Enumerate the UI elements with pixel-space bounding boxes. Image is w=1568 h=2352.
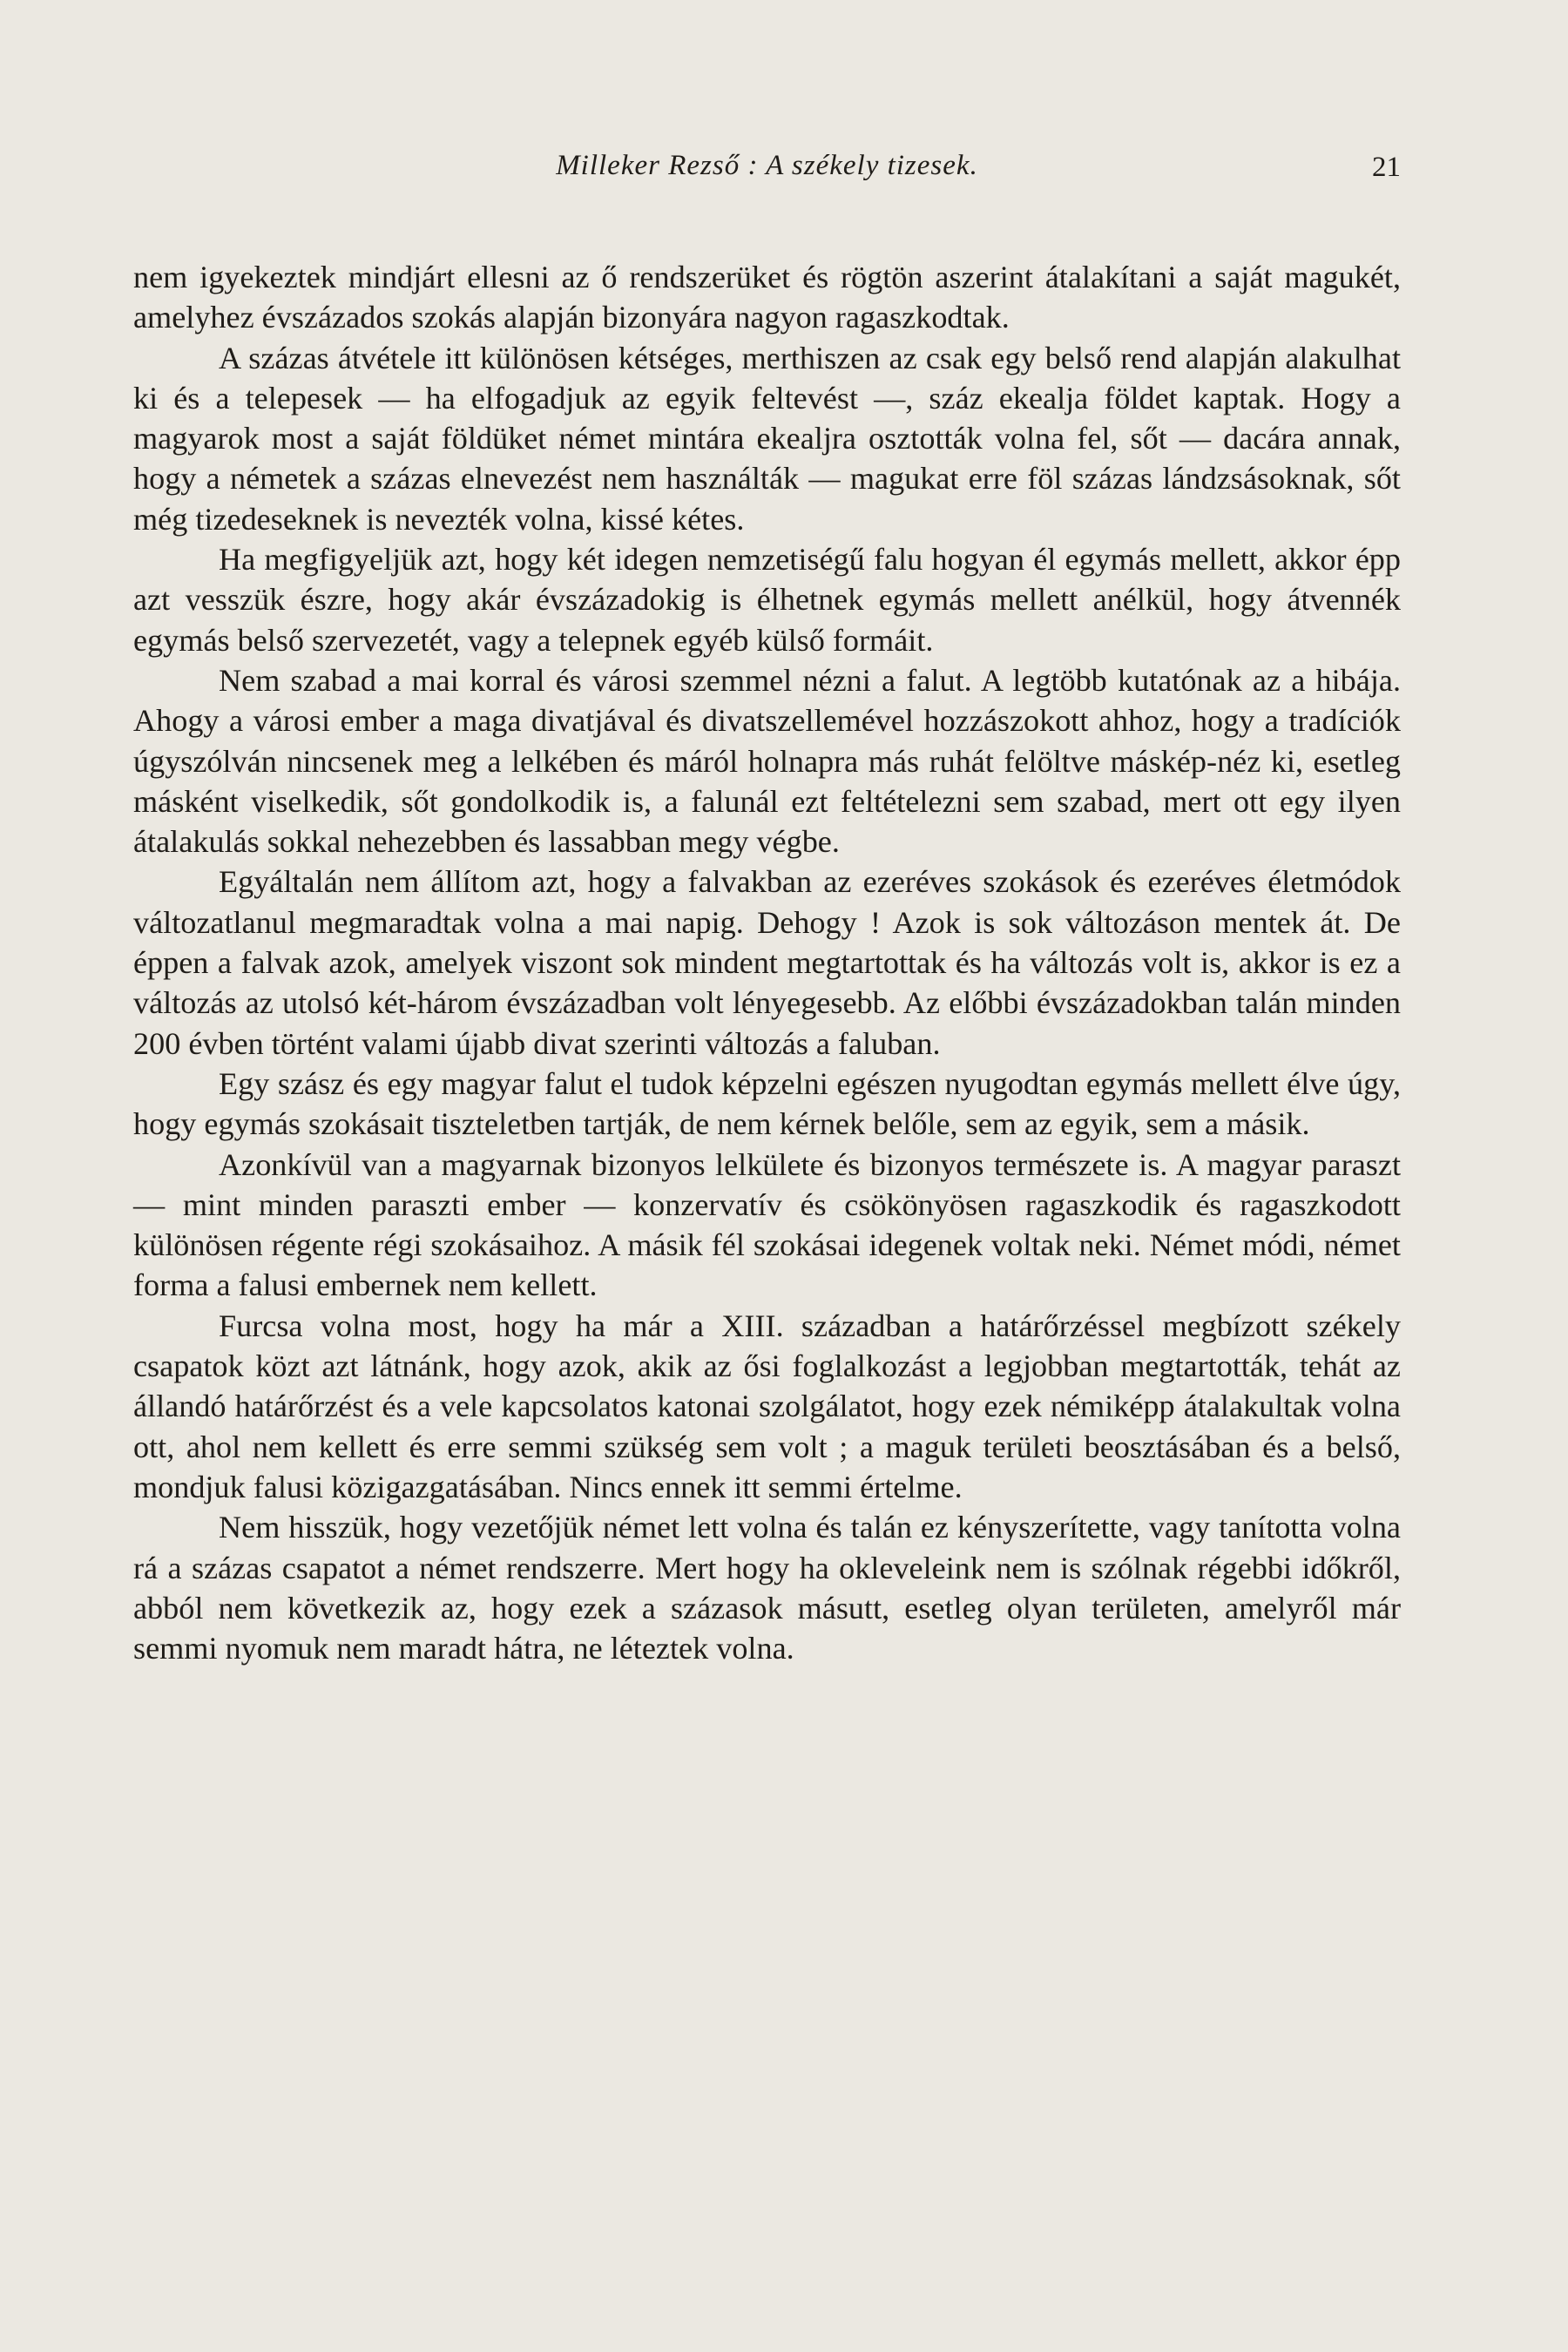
paragraph: A százas átvétele itt különösen kétséges, merthiszen az csak egy belső rend alapján alakulhat ki és a telepesek — ha elfogadjuk az egyik feltevést —, száz ekealja földet kaptak. Hogy a magyarok most a saját földüket német mintára ekealjra osztották volna fel, sőt — dacára annak, hogy a németek a százas elnevezést nem használták — magukat erre föl százas lándzsásoknak, sőt még tizedeseknek is nevezték volna, kissé kétes. — [133, 340, 1401, 537]
page-header — [133, 139, 1401, 192]
running-title: Milleker Rezső : A székely tizesek. — [556, 150, 978, 181]
page-number: 21 — [1372, 152, 1401, 183]
paragraph: nem igyekeztek mindjárt ellesni az ő rendszerüket és rögtön aszerint átalakítani a saját magukét, amelyhez évszázados szokás alapján bizonyára nagyon ragaszkodtak. — [133, 260, 1401, 335]
paragraph: Azonkívül van a magyarnak bizonyos lelkülete és bizonyos természete is. A magyar paraszt — mint minden paraszti ember — konzervatív és csökönyösen ragaszkodik és ragaszkodott különösen régente régi szokásaihoz. A másik fél szokásai idegenek voltak neki. Német módi, német forma a falusi embernek nem kellett. — [133, 1146, 1401, 1303]
paragraph: Ha megfigyeljük azt, hogy két idegen nemzetiségű falu hogyan él egymás mellett, akkor épp azt vesszük észre, hogy akár évszázadokig is élhetnek egymás mellett anélkül, hogy átvennék egymás belső szervezetét, vagy a telepnek egyéb külső formáit. — [133, 542, 1401, 658]
paragraph: Furcsa volna most, hogy ha már a XIII. században a határőrzéssel megbízott székely csapatok közt azt látnánk, hogy azok, akik az ősi foglalkozást a legjobban megtartották, tehát az állandó határőrzést és a vele kapcsolatos katonai szolgálatot, hogy ezek némiképp átalakultak volna ott, ahol nem kellett és erre semmi szükség sem volt ; a maguk területi beosztásában és a belső, mondjuk falusi közigazgatásában. Nincs ennek itt semmi értelme. — [133, 1308, 1401, 1504]
paragraph: Egyáltalán nem állítom azt, hogy a falvakban az ezeréves szokások és ezeréves életmódok változatlanul megmaradtak volna a mai napig. Dehogy ! Azok is sok változáson mentek át. De éppen a falvak azok, amelyek viszont sok mindent megtartottak és ha változás volt is, akkor is ez a változás az utolsó két-három évszázadban volt lényegesebb. Az előbbi évszázadokban talán minden 200 évben történt valami újabb divat szerinti változás a faluban. — [133, 864, 1401, 1061]
paragraph: Nem szabad a mai korral és városi szemmel nézni a falut. A legtöbb kutatónak az a hibája. Ahogy a városi ember a maga divatjával és divatszellemével hozzászokott ahhoz, hogy a tradíciók úgyszólván nincsenek meg a lelkében és máról holnapra más ruhát felöltve máskép‑néz ki, esetleg másként viselkedik, sőt gondolkodik is, a falunál ezt feltételezni sem szabad, mert ott egy ilyen átalakulás sokkal nehezebben és lassabban megy végbe. — [133, 662, 1401, 860]
paragraph: Egy szász és egy magyar falut el tudok képzelni egészen nyugodtan egymás mellett élve úgy, hogy egymás szokásait tiszteletben tartják, de nem kérnek belőle, sem az egyik, sem a másik. — [133, 1065, 1401, 1142]
body-text — [133, 257, 1401, 1668]
paragraph: Nem hisszük, hogy vezetőjük német lett volna és talán ez kényszerítette, vagy tanította volna rá a százas csapatot a német rendszerre. Mert hogy ha okleveleink nem is szólnak régebbi időkről, abból nem következik az, hogy ezek a százasok másutt, esetleg olyan területen, amelyről már semmi nyomuk nem maradt hátra, ne léteztek volna. — [133, 1510, 1401, 1666]
